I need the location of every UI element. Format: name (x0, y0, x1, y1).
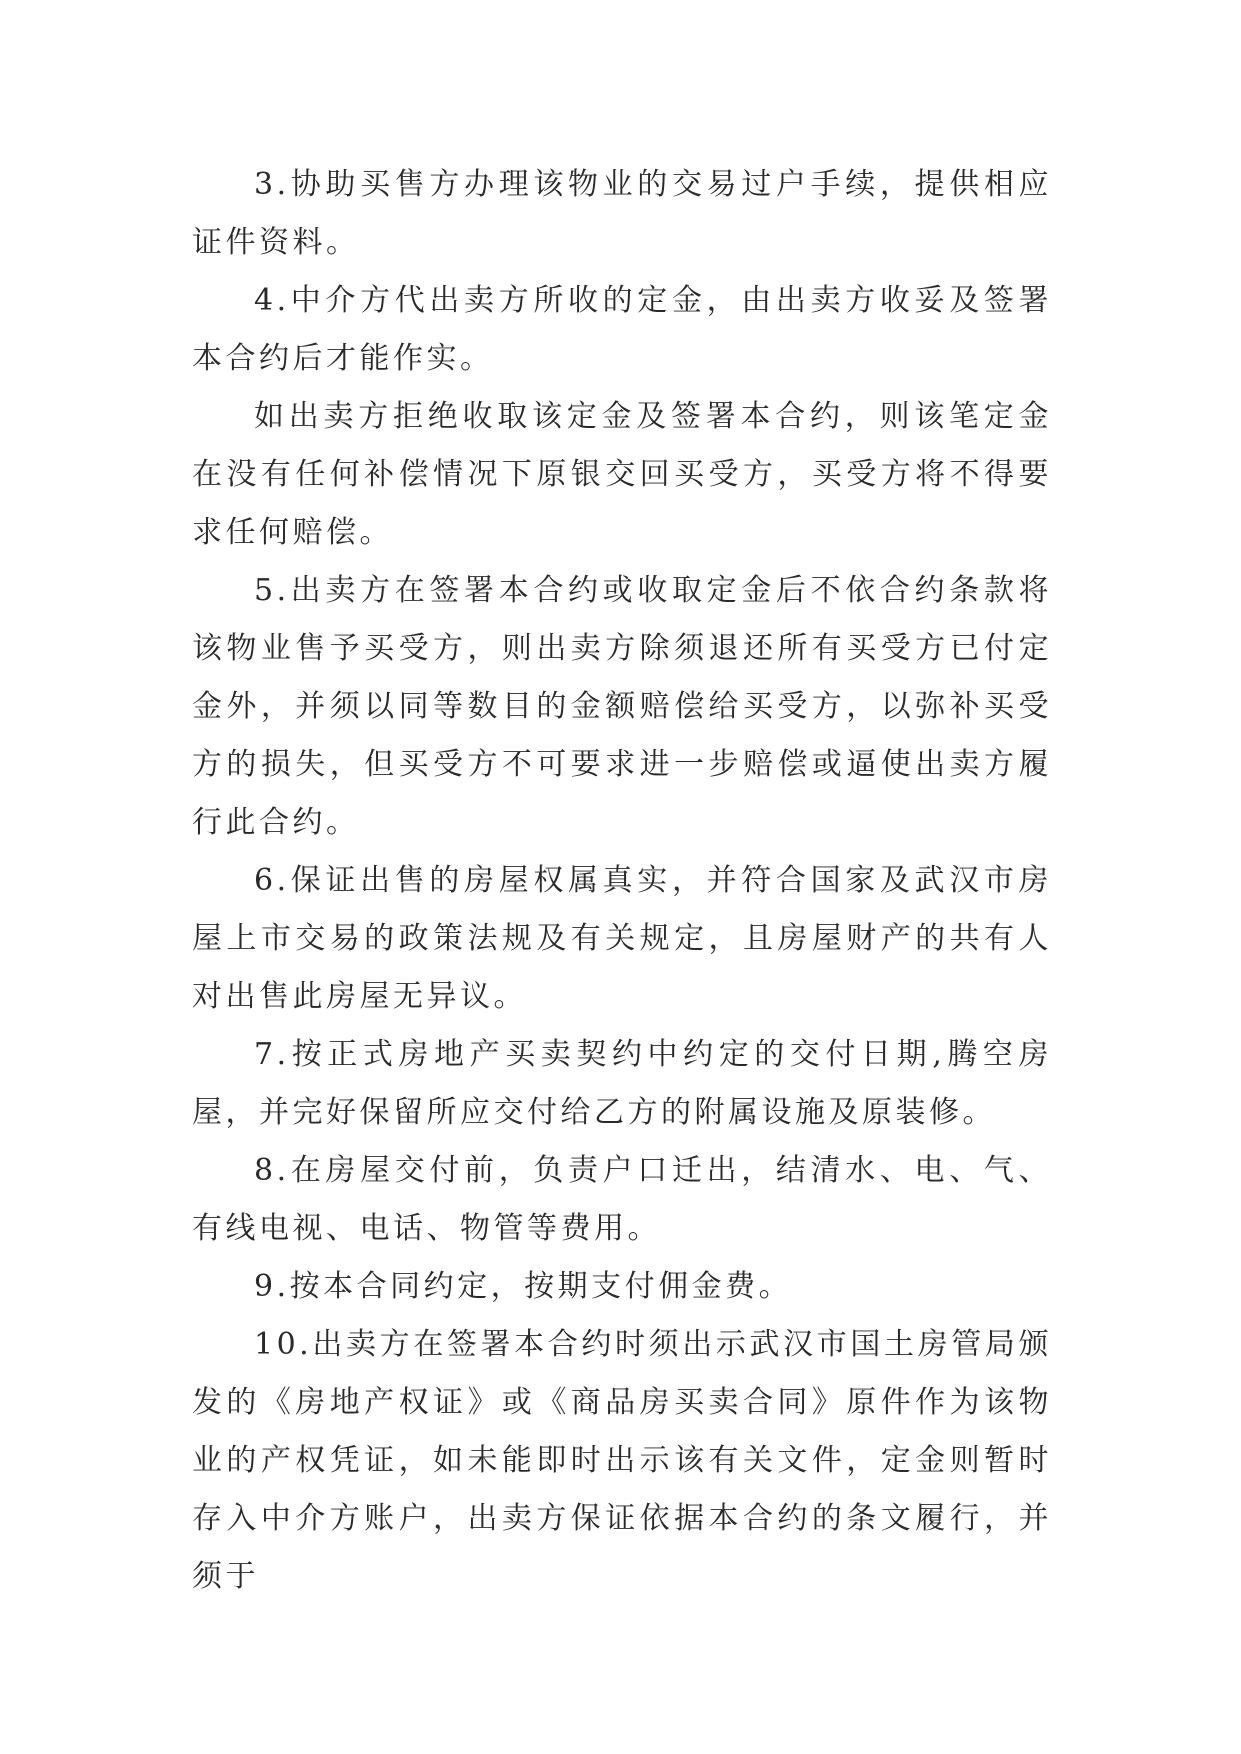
clause-5: 5.出卖方在签署本合约或收取定金后不依合约条款将该物业售予买受方，则出卖方除须退还所有买受方已付定金外，并须以同等数目的金额赔偿给买受方，以弥补买受方的损失，但买受方不可要求进一步赔偿或逼使出卖方履行此合约。 (192, 573, 1052, 840)
clause-3: 3.协助买售方办理该物业的交易过户手续，提供相应证件资料。 (192, 167, 1052, 260)
clause-9: 9.按本合同约定，按期支付佣金费。 (254, 1269, 793, 1304)
document-page (192, 156, 1052, 1606)
clause-8: 8.在房屋交付前，负责户口迁出，结清水、电、气、有线电视、电话、物管等费用。 (192, 1153, 1052, 1246)
clause-7: 7.按正式房地产买卖契约中约定的交付日期,腾空房屋，并完好保留所应交付给乙方的附属设施及原装修。 (192, 1037, 1052, 1130)
clause-6: 6.保证出售的房屋权属真实，并符合国家及武汉市房屋上市交易的政策法规及有关规定，且房屋财产的共有人对出售此房屋无异议。 (192, 863, 1052, 1014)
clause-4: 4.中介方代出卖方所收的定金，由出卖方收妥及签署本合约后才能作实。 (192, 283, 1052, 376)
clause-10: 10.出卖方在签署本合约时须出示武汉市国土房管局颁发的《房地产权证》或《商品房买卖合同》原件作为该物业的产权凭证，如未能即时出示该有关文件，定金则暂时存入中介方账户，出卖方保证依据本合约的条文履行，并须于 (192, 1327, 1052, 1594)
clause-4-refusal: 如出卖方拒绝收取该定金及签署本合约，则该笔定金在没有任何补偿情况下原银交回买受方，买受方将不得要求任何赔偿。 (192, 399, 1052, 550)
